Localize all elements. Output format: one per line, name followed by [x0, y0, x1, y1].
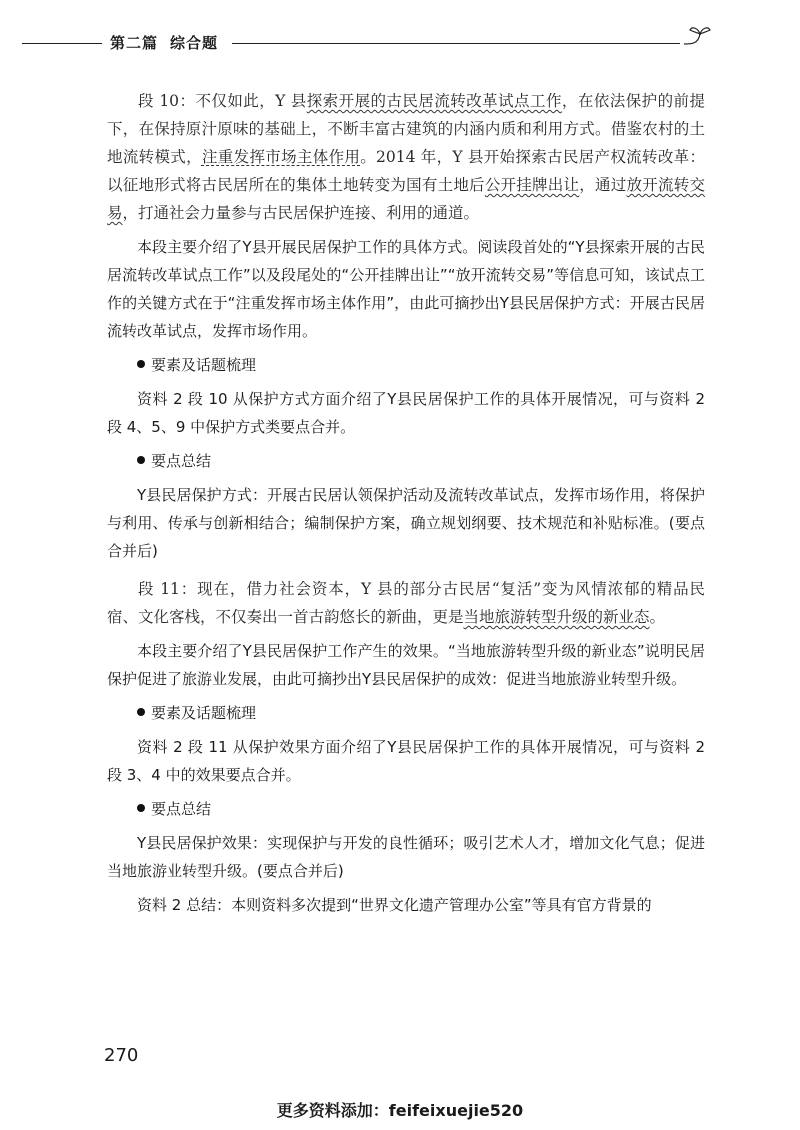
text-run: ，打通社会力量参与古民居保护连接、利用的通道。 [122, 204, 480, 222]
heading-text: 要点总结 [151, 800, 212, 818]
page-number: 270 [104, 1045, 139, 1066]
analysis-paragraph-10: 本段主要介绍了Y县开展民居保护工作的具体方式。阅读段首处的“Y县探索开展的古民居流转改革试点工作”以及段尾处的“公开挂牌出让”“放开流转交易”等信息可知，该试点工作的关键方式在于“注重发挥市场主体作用”，由此可摘抄出Y县民居保护方式：开展古民居流转改革试点，发挥市场作用。 [107, 238, 705, 340]
section-heading [107, 699, 705, 727]
heading-text: 要素及话题梳理 [151, 356, 257, 374]
underlined-phrase: 放开流转交易 [107, 176, 705, 222]
page-content [107, 87, 705, 919]
text-run: ，通过 [579, 176, 627, 194]
section-heading [107, 351, 705, 379]
header-section: 第二篇 [110, 34, 159, 52]
header-rule-right [232, 43, 680, 44]
header-rule-left [22, 43, 102, 44]
heading-text: 要点总结 [151, 452, 212, 470]
underlined-phrase: 探索开展的古民居流转改革试点工作 [306, 92, 562, 110]
analysis-paragraph-11: 本段主要介绍了Y县民居保护工作产生的效果。“当地旅游转型升级的新业态”说明民居保护促进了旅游业发展，由此可摘抄出Y县民居保护的成效：促进当地旅游业转型升级。 [107, 642, 705, 688]
text-run: 。 [649, 608, 666, 626]
bullet-icon [137, 360, 145, 368]
source-paragraph-11 [107, 575, 705, 631]
bullet-icon [137, 804, 145, 812]
summary-paragraph-10: Y县民居保护方式：开展古民居认领保护活动及流转改革试点，发挥市场作用，将保护与利用、传承与创新相结合；编制保护方案，确立规划纲要、技术规范和补贴标准。(要点合并后) [107, 486, 705, 560]
underlined-phrase: 注重发挥市场主体作用 [201, 148, 361, 166]
text-run: 。2014 年，Y 县开始探索古民居产权流转改革：以征地形式将古民居所在的集体土地转变为国有土地后 [107, 148, 705, 194]
header-title: 综合题 [170, 34, 219, 52]
source-paragraph-10 [107, 87, 705, 227]
bullet-icon [137, 708, 145, 716]
summary-paragraph-11: Y县民居保护效果：实现保护与开发的良性循环；吸引艺术人才，增加文化气息；促进当地旅游业转型升级。(要点合并后) [107, 834, 705, 880]
text-run: 段 11：现在，借力社会资本，Y 县的部分古民居“复活”变为风情浓郁的精品民宿、文化客栈，不仅奏出一首古韵悠长的新曲，更是 [107, 580, 705, 626]
text-run: 段 10：不仅如此，Y 县 [138, 92, 307, 110]
underlined-phrase: 当地旅游转型升级的新业态 [463, 608, 650, 626]
heading-text: 要素及话题梳理 [151, 704, 257, 722]
running-header [0, 26, 800, 62]
topic-paragraph-11: 资料 2 段 11 从保护效果方面介绍了Y县民居保护工作的具体开展情况，可与资料 2 段 3、4 中的效果要点合并。 [107, 738, 705, 784]
bullet-icon [137, 456, 145, 464]
text-run: ，在依法保护的前提下，在保持原汁原味的基础上，不断丰富古建筑的内涵内质和利用方式。借鉴农村的土地流转模式， [107, 92, 705, 166]
material-summary-paragraph: 资料 2 总结：本则资料多次提到“世界文化遗产管理办公室”等具有官方背景的 [137, 896, 652, 914]
topic-paragraph-10: 资料 2 段 10 从保护方式方面介绍了Y县民居保护工作的具体开展情况，可与资料 2 段 4、5、9 中保护方式类要点合并。 [107, 390, 705, 436]
section-heading [107, 447, 705, 475]
underlined-phrase: 公开挂牌出让 [484, 176, 580, 194]
footer-note: 更多资料添加：feifeixuejie520 [276, 1101, 524, 1120]
section-heading [107, 795, 705, 823]
sprout-icon [680, 22, 714, 56]
